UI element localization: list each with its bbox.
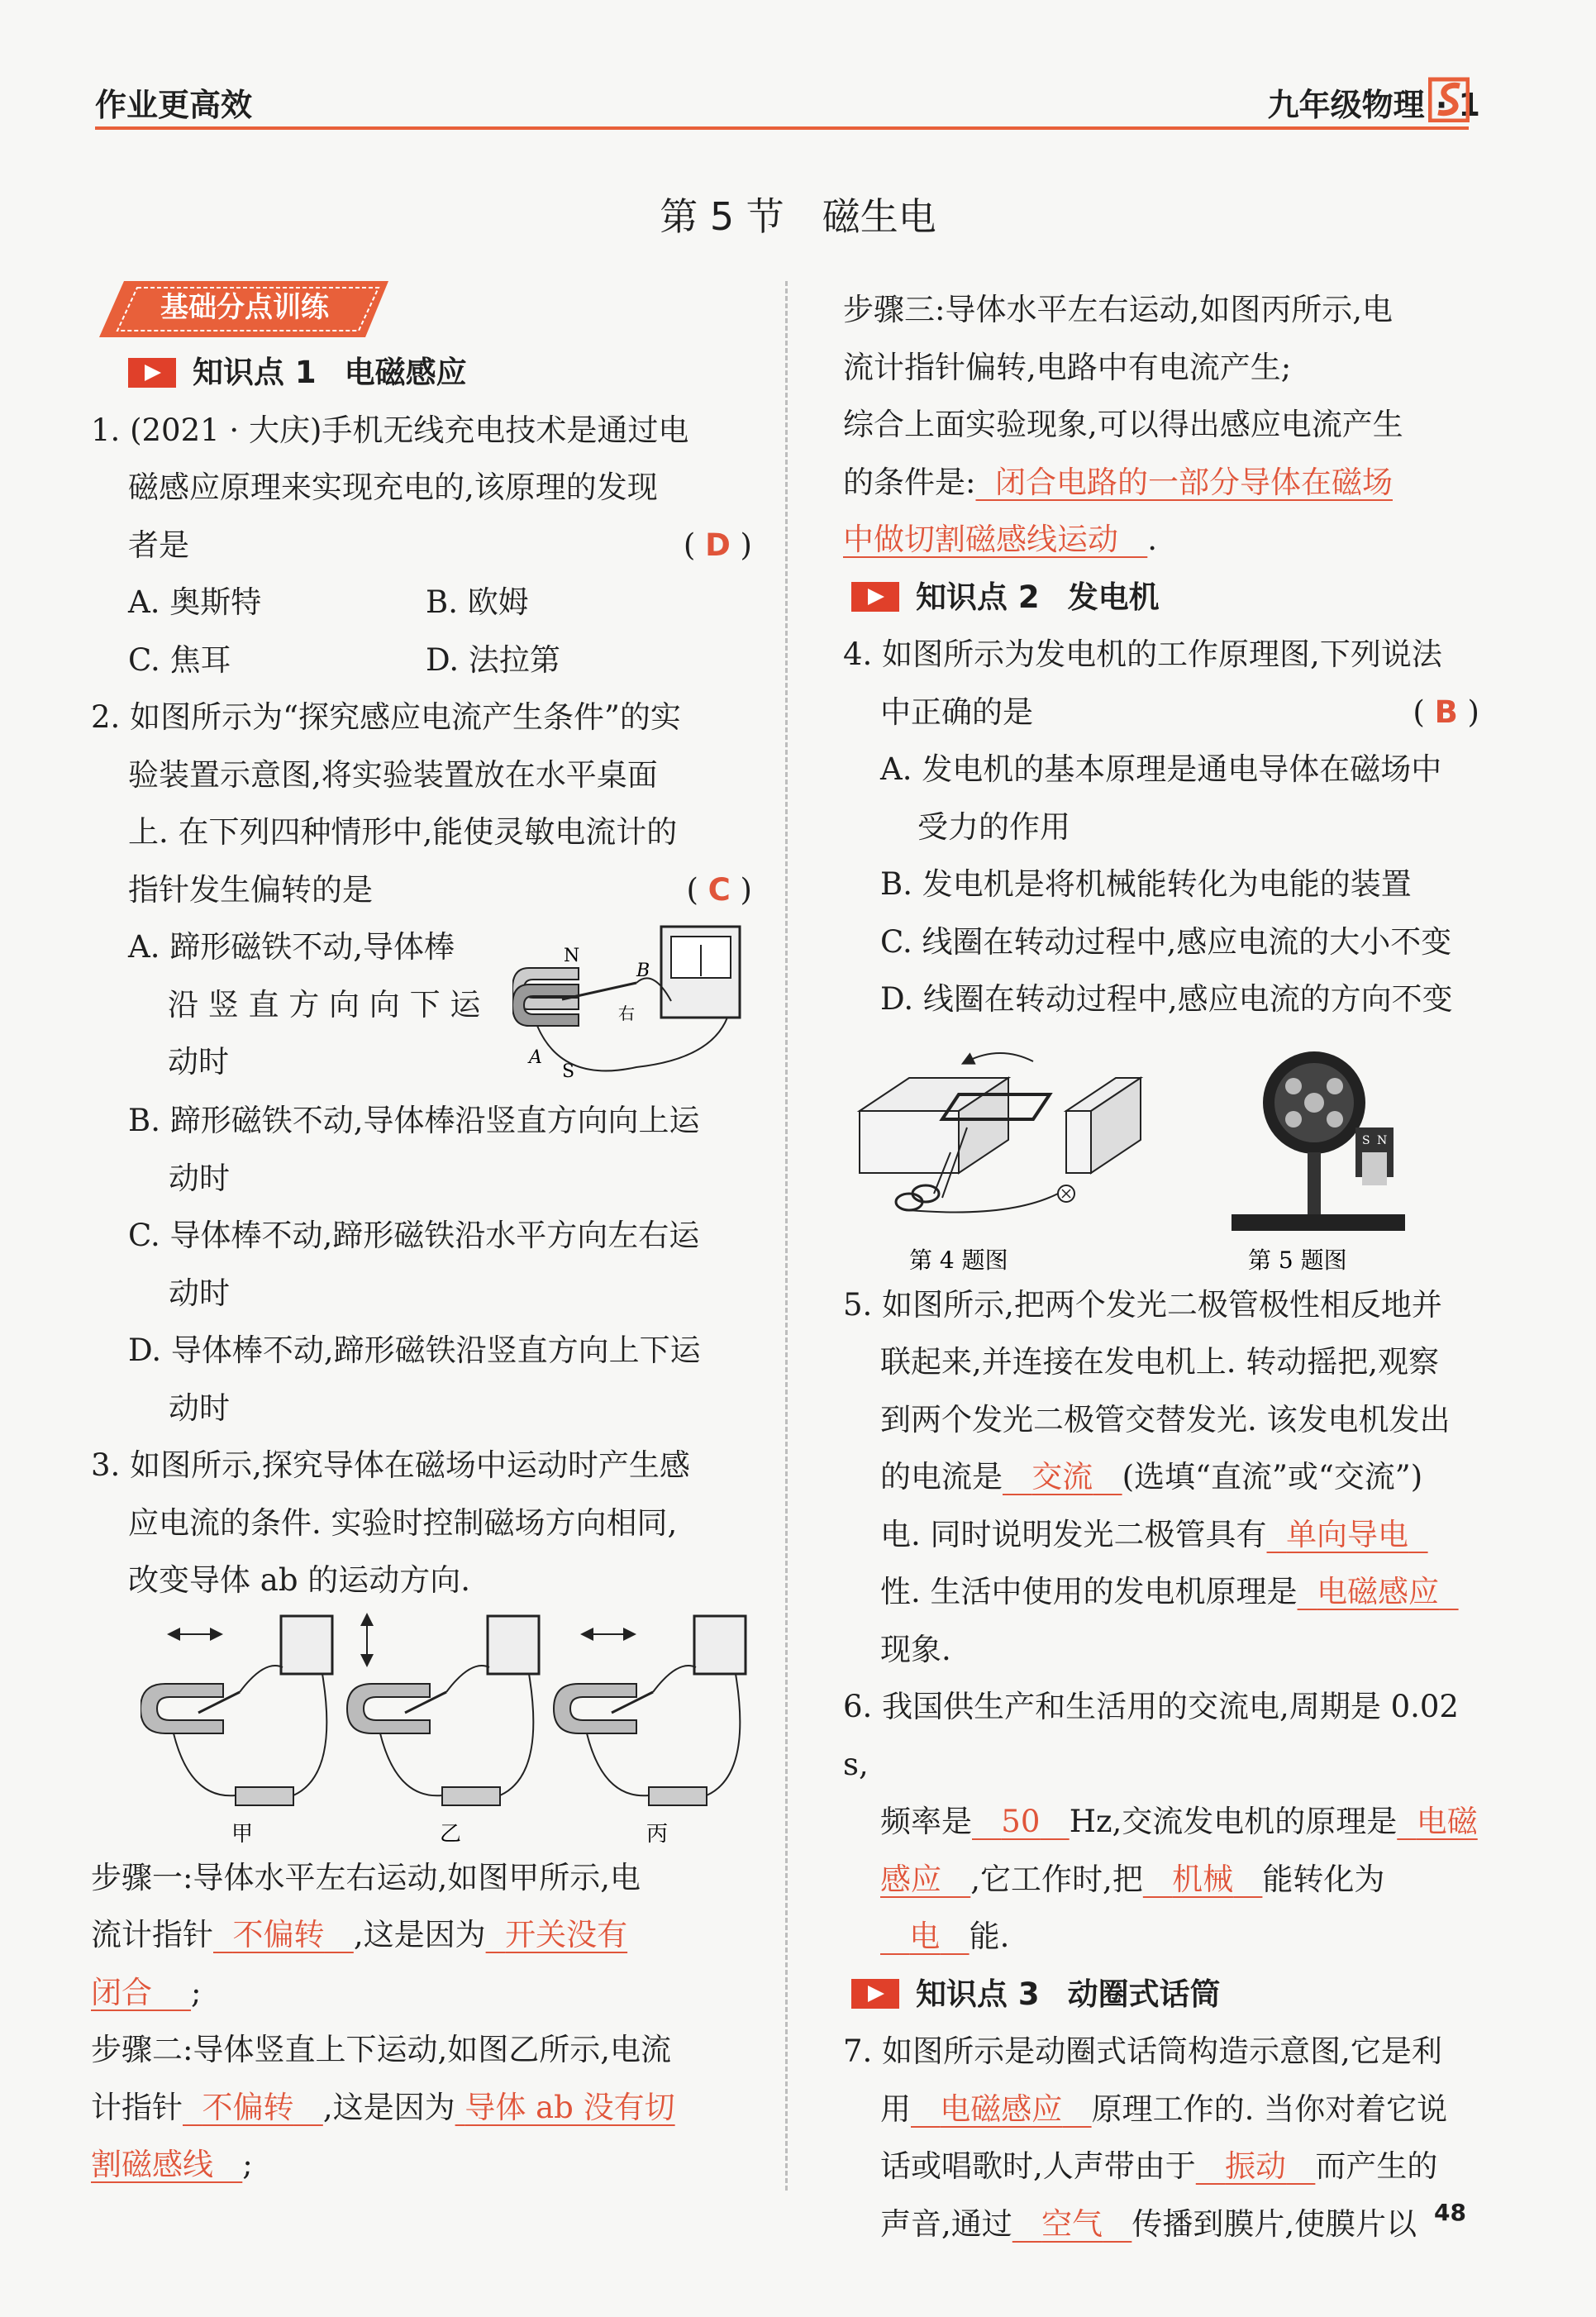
q2-option-a-line-1: A. 蹄形磁铁不动,导体棒 [128,929,455,965]
q1-line-1: 1. (2021 · 大庆)手机无线充电技术是通过电 [91,412,689,448]
kp2-title: 发电机 [1067,579,1160,615]
section-banner [99,281,388,337]
q7-line-4-end: 传播到膜片,使膜片以 [1131,2205,1417,2242]
q4-option-a-line-2: 受力的作用 [917,808,1070,845]
fig-caption-bing: 丙 [646,1821,669,1847]
fig-label-a: A [529,1047,542,1068]
page-number: 48 [1434,2199,1466,2226]
q2-option-b-line-1: B. 蹄形磁铁不动,导体棒沿竖直方向向上运 [128,1103,700,1138]
induction-apparatus-figure [512,918,752,1088]
q3-figure-row [141,1609,752,1849]
question-1 [91,402,752,689]
fig-caption-q4: 第 4 题图 [909,1246,1008,1274]
question-4 [843,626,1479,1276]
column-divider [785,281,788,2191]
q2-option-b-line-2: 动时 [169,1160,230,1196]
fig-label-right: 右 [618,1004,635,1023]
q6-answer-2a: 电磁 [1416,1804,1478,1839]
header-rule [95,126,1469,130]
q3-step1-answer-1: 不偏转 [232,1917,325,1952]
q3-step2-mid: ,这是因为 [322,2089,455,2125]
q6-line-2-text: 频率是 [880,1804,972,1839]
q5-answer-1: 交流 [1031,1459,1093,1495]
fig-label-b: B [636,961,650,981]
q2-option-a-line-3: 动时 [168,1044,229,1080]
kp3-label: 知识点 3 [916,1976,1040,2012]
q2-line-2: 验装置示意图,将实验装置放在水平桌面 [128,756,658,793]
question-7 [843,2023,1479,2253]
banner-label: 基础分点训练 [160,291,329,324]
q2-line-3: 上. 在下列四种情形中,能使灵敏电流计的 [128,814,678,850]
left-column [91,281,752,2194]
q3-step1-answer-2a: 开关没有 [505,1917,628,1952]
q4-q5-figures [843,1028,1479,1276]
q7-answer-3: 空气 [1041,2205,1103,2242]
kp1-label: 知识点 1 [193,355,317,390]
q6-line-4-end: 能. [969,1919,1010,1954]
q2-option-a-line-2: 沿 竖 直 方 向 向 下 运 [168,986,481,1023]
q1-option-a: A. 奥斯特 [128,584,262,620]
kp3-title: 动圈式话筒 [1067,1976,1221,2012]
section-title: 第 5 节 磁生电 [660,194,936,239]
q3-conclusion-answer-a: 闭合电路的一部分导体在磁场 [995,464,1393,500]
q3-conclusion-line-1: 综合上面实验现象,可以得出感应电流产生 [843,407,1403,442]
q7-answer-1: 电磁感应 [940,2091,1063,2127]
q2-option-d-line-1: D. 导体棒不动,蹄形磁铁沿竖直方向上下运 [128,1333,701,1368]
q2-answer-bracket: ( C ) [686,871,752,908]
q5-answer-3: 电磁感应 [1317,1574,1440,1609]
q6-answer-4: 电 [909,1919,941,1954]
q3-line-1: 3. 如图所示,探究导体在磁场中运动时产生感 [91,1447,690,1483]
question-6 [843,1678,1479,1966]
q4-answer: B [1434,694,1458,730]
q4-option-d: D. 线圈在转动过程中,感应电流的方向不变 [880,981,1453,1017]
play-triangle-icon [128,358,176,388]
q5-line-3: 到两个发光二极管交替发光. 该发电机发出 [880,1401,1451,1437]
q5-line-5-text: 电. 同时说明发光二极管具有 [880,1516,1267,1552]
header-right-title: 九年级物理 · 1 [1267,87,1480,123]
knowledge-point-1 [128,344,752,402]
q3-step1-line-1: 步骤一:导体水平左右运动,如图甲所示,电 [91,1859,641,1895]
fig-label-s: S [562,1061,575,1082]
q1-line-3: 者是 [128,527,189,563]
q3-step1-answer-2b: 闭合 [91,1974,152,2010]
q2-option-a-block [91,918,752,1092]
publisher-logo-icon [1428,76,1470,122]
q3-step1-text: 流计指针 [91,1917,213,1952]
q7-line-3-text: 话或唱歌时,人声带由于 [880,2148,1196,2184]
q3-step1-end: ; [191,1974,202,2010]
kp2-label: 知识点 2 [916,579,1040,615]
question-2 [91,689,752,1437]
question-3 [91,1437,752,2194]
q6-line-3-end: 能转化为 [1262,1861,1385,1897]
q7-line-2-end: 原理工作的. 当你对着它说 [1091,2091,1448,2127]
q1-line-2: 磁感应原理来实现充电的,该原理的发现 [128,470,658,505]
q7-line-3-end: 而产生的 [1315,2148,1438,2184]
knowledge-point-3 [851,1966,1479,2024]
fig-caption-jia: 甲 [231,1821,254,1847]
q3-line-2: 应电流的条件. 实验时控制磁场方向相同, [128,1504,678,1541]
q3-step3-line-1: 步骤三:导体水平左右运动,如图丙所示,电 [843,292,1393,327]
hand-crank-generator-figure [1232,1051,1405,1231]
q2-option-c-line-1: C. 导体棒不动,蹄形磁铁沿水平方向左右运 [128,1218,700,1253]
q6-line-3-text: ,它工作时,把 [970,1861,1143,1897]
generator-principle-figure [860,1053,1141,1213]
q6-answer-3: 机械 [1172,1861,1234,1897]
play-triangle-icon [851,582,899,612]
right-column [843,281,1479,2253]
play-triangle-icon [851,1979,899,2009]
q6-answer-1: 50 [1001,1804,1041,1839]
q4-option-c: C. 线圈在转动过程中,感应电流的大小不变 [880,923,1452,960]
kp1-title: 电磁感应 [344,355,467,390]
q6-line-2-mid: Hz,交流发电机的原理是 [1069,1804,1398,1839]
generator-figures [843,1028,1479,1276]
three-setups-figure [141,1609,752,1849]
q3-step3-line-2: 流计指针偏转,电路中有电流产生; [843,349,1292,385]
q7-line-1: 7. 如图所示是动圈式话筒构造示意图,它是利 [843,2033,1442,2069]
knowledge-point-2 [851,569,1479,627]
q6-line-1: 6. 我国供生产和生活用的交流电,周期是 0.02 s, [843,1689,1459,1782]
q2-option-c-line-2: 动时 [169,1275,230,1311]
q4-line-2: 中正确的是 [880,694,1033,730]
q3-step2-answer-2a: 导体 ab 没有切 [465,2089,675,2125]
q2-answer: C [707,871,731,908]
q2-option-d-line-2: 动时 [169,1390,230,1426]
fig-label-n: N [564,946,580,966]
q5-line-1: 5. 如图所示,把两个发光二极管极性相反地并 [843,1286,1442,1323]
q7-line-4-text: 声音,通过 [880,2205,1012,2242]
q3-step2-line-1: 步骤二:导体竖直上下运动,如图乙所示,电流 [91,2032,671,2067]
q3-conclusion-end: . [1147,522,1158,557]
q3-step2-answer-2b: 割磁感线 [91,2147,213,2182]
svg-text:S: S [1362,1133,1370,1147]
q4-answer-bracket: ( B ) [1413,694,1479,730]
q3-step1-mid: ,这是因为 [353,1917,486,1952]
header-left-title: 作业更高效 [95,87,253,123]
fig-caption-yi: 乙 [440,1821,462,1847]
q5-line-4-hint: (选填“直流”或“交流”) [1122,1459,1423,1495]
q3-line-3: 改变导体 ab 的运动方向. [128,1562,471,1598]
q3-conclusion-answer-b: 中做切割磁感线运动 [843,522,1118,557]
q5-line-7: 现象. [880,1631,951,1667]
q3-step2-answer-1: 不偏转 [202,2089,294,2125]
q3-conclusion-text: 的条件是: [843,464,976,500]
q1-option-b: B. 欧姆 [426,584,529,620]
q1-answer: D [705,527,731,563]
svg-text:N: N [1377,1133,1388,1147]
q5-line-2: 联起来,并连接在发电机上. 转动摇把,观察 [880,1344,1440,1380]
q5-line-6-text: 性. 生活中使用的发电机原理是 [880,1574,1298,1609]
q1-option-c: C. 焦耳 [128,641,231,678]
q7-answer-2: 振动 [1225,2148,1287,2184]
q1-answer-bracket: ( D ) [683,527,752,563]
q3-step2-text: 计指针 [91,2089,183,2125]
q2-line-1: 2. 如图所示为“探究感应电流产生条件”的实 [91,699,681,735]
q4-option-b: B. 发电机是将机械能转化为电能的装置 [880,866,1412,902]
q2-line-4: 指针发生偏转的是 [128,871,373,908]
fig-caption-q5: 第 5 题图 [1248,1246,1347,1274]
q7-line-2-text: 用 [880,2091,911,2127]
q6-answer-2b: 感应 [880,1861,941,1897]
q5-answer-2: 单向导电 [1286,1516,1409,1552]
question-5 [843,1276,1479,1679]
q1-option-d: D. 法拉第 [426,641,560,678]
q3-step2-end: ; [242,2147,253,2182]
q4-option-a-line-1: A. 发电机的基本原理是通电导体在磁场中 [880,751,1442,787]
q4-line-1: 4. 如图所示为发电机的工作原理图,下列说法 [843,636,1442,672]
q5-line-4-text: 的电流是 [880,1459,1003,1495]
